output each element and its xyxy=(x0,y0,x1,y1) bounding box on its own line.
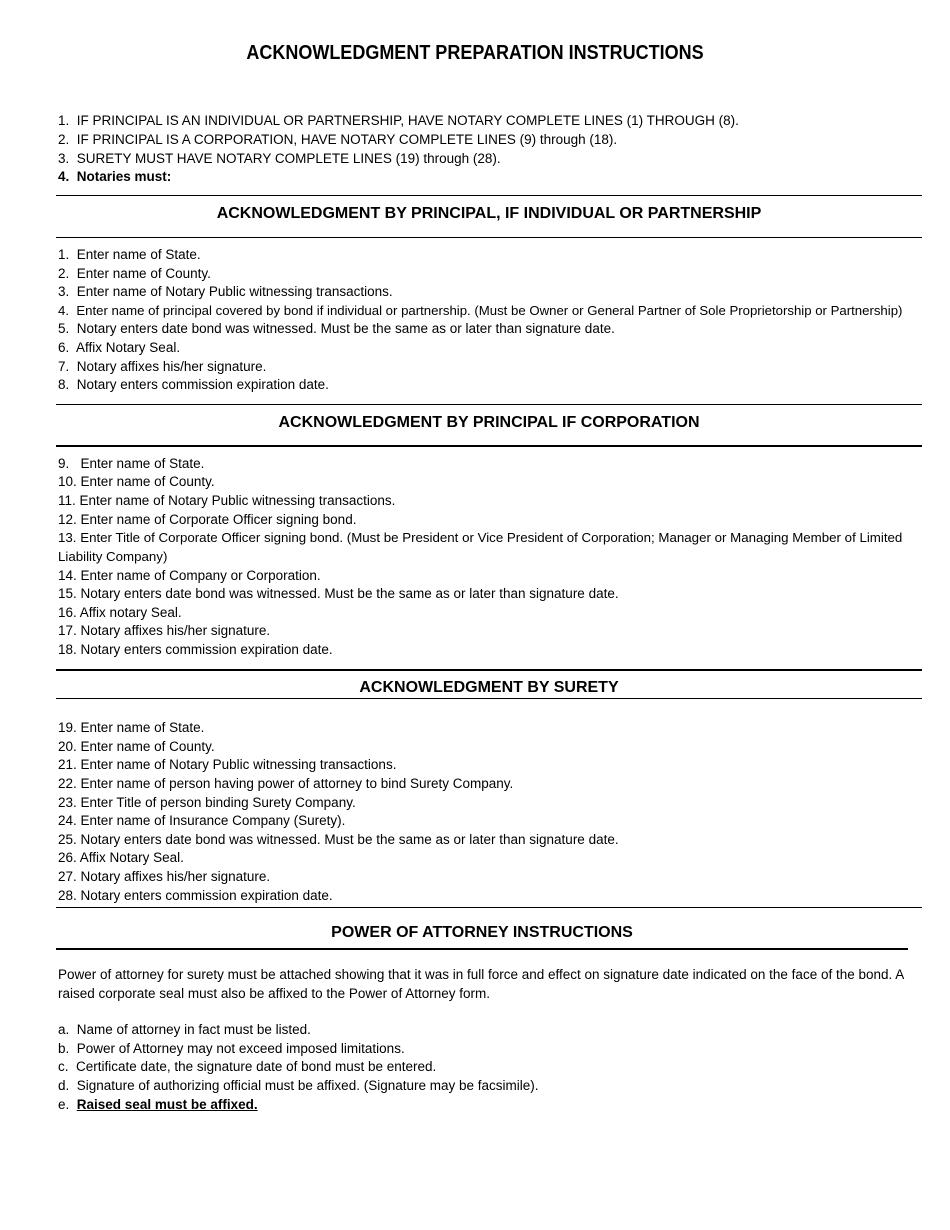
list-item-text: Certificate date, the signature date of bond must be entered. xyxy=(76,1059,437,1074)
list-item xyxy=(58,265,211,284)
list-item xyxy=(58,283,393,302)
list-item-text: Notary enters date bond was witnessed. Must be the same as or later than signature date. xyxy=(76,321,615,336)
list-item-text: Enter Title of Corporate Officer signing bond. (Must be President or Vice President of Corporation; Manager or Managing Member of Limited Liability Company) xyxy=(58,530,903,564)
list-item-letter: c. xyxy=(58,1059,69,1074)
list-item-number: 19. xyxy=(58,720,77,735)
list-item-number: 9. xyxy=(58,456,70,471)
list-item-text: Notary enters date bond was witnessed. Must be the same as or later than signature date. xyxy=(80,586,619,601)
list-item-text: Enter name of Insurance Company (Surety). xyxy=(80,813,346,828)
list-item-text: Enter name of principal covered by bond if individual or partnership. (Must be Owner or General Partner of Sole Proprietorship or Partnership) xyxy=(76,303,903,318)
list-item-text: Enter Title of person binding Surety Company. xyxy=(80,795,356,810)
list-item-letter: d. xyxy=(58,1078,70,1093)
list-item-number: 23. xyxy=(58,795,77,810)
list-item xyxy=(58,1077,539,1096)
list-item xyxy=(58,622,270,641)
list-item-text: Enter name of Corporate Officer signing bond. xyxy=(80,512,357,527)
section-divider xyxy=(56,669,922,671)
list-item xyxy=(58,358,266,377)
list-item xyxy=(58,302,902,321)
list-item-number: 8. xyxy=(58,377,70,392)
section-divider xyxy=(56,404,922,405)
list-item-text: Signature of authorizing official must be affixed. (Signature may be facsimile). xyxy=(76,1078,539,1093)
intro-item-number: 3. xyxy=(58,151,70,166)
list-item-number: 11. xyxy=(58,493,76,508)
list-item xyxy=(58,567,321,586)
list-item-text: Name of attorney in fact must be listed. xyxy=(76,1022,311,1037)
section-divider xyxy=(56,237,922,238)
list-item-number: 27. xyxy=(58,869,77,884)
list-item-text: Enter name of Company or Corporation. xyxy=(80,568,321,583)
list-item xyxy=(58,849,184,868)
list-item xyxy=(58,511,356,530)
section-title-surety: ACKNOWLEDGMENT BY SURETY xyxy=(359,679,619,696)
intro-item-number: 2. xyxy=(58,132,70,147)
list-item xyxy=(58,812,345,831)
list-item xyxy=(58,376,329,395)
list-item-text: Notary enters commission expiration date. xyxy=(76,377,329,392)
list-item-text: Enter name of Notary Public witnessing transactions. xyxy=(76,284,393,299)
list-item-text: Enter name of County. xyxy=(80,474,215,489)
list-item-text: Enter name of State. xyxy=(80,456,205,471)
list-item xyxy=(58,585,619,604)
section-divider xyxy=(56,948,908,950)
list-item-letter: b. xyxy=(58,1041,70,1056)
list-item xyxy=(58,641,333,660)
list-item-text: Power of Attorney may not exceed imposed limitations. xyxy=(76,1041,405,1056)
list-item xyxy=(58,831,619,850)
list-item xyxy=(58,738,215,757)
list-item-text: Notary enters commission expiration date. xyxy=(80,642,333,657)
list-item xyxy=(58,455,204,474)
list-item-number: 7. xyxy=(58,359,70,374)
list-item-number: 15. xyxy=(58,586,77,601)
list-item xyxy=(58,246,201,265)
list-item-letter: e. xyxy=(58,1097,70,1112)
list-item xyxy=(58,529,918,566)
list-item-text: Raised seal must be affixed. xyxy=(76,1097,258,1112)
list-item-number: 12. xyxy=(58,512,77,527)
list-item-number: 17. xyxy=(58,623,77,638)
list-item-text: Notary enters date bond was witnessed. Must be the same as or later than signature date. xyxy=(80,832,619,847)
list-item-text: Affix notary Seal. xyxy=(79,605,182,620)
list-item-number: 24. xyxy=(58,813,77,828)
list-item-number: 26. xyxy=(58,850,77,865)
list-item xyxy=(58,719,204,738)
list-item-number: 13. xyxy=(58,530,77,545)
list-item-number: 6. xyxy=(58,340,70,355)
page-title: ACKNOWLEDGMENT PREPARATION INSTRUCTIONS xyxy=(246,42,704,64)
list-item-number: 22. xyxy=(58,776,77,791)
intro-item xyxy=(58,112,739,131)
list-item-text: Affix Notary Seal. xyxy=(79,850,184,865)
list-item-letter: a. xyxy=(58,1022,70,1037)
list-item-text: Notary affixes his/her signature. xyxy=(80,623,271,638)
list-item-text: Enter name of Notary Public witnessing transactions. xyxy=(80,757,397,772)
list-item xyxy=(58,1021,311,1040)
list-item-text: Enter name of person having power of attorney to bind Surety Company. xyxy=(80,776,514,791)
list-item-number: 5. xyxy=(58,321,70,336)
section-title-corporation: ACKNOWLEDGMENT BY PRINCIPAL IF CORPORATION xyxy=(278,414,700,431)
list-item xyxy=(58,868,270,887)
section-divider xyxy=(56,698,922,699)
list-item-number: 2. xyxy=(58,266,70,281)
section-title-power-of-attorney: POWER OF ATTORNEY INSTRUCTIONS xyxy=(331,924,633,941)
intro-item xyxy=(58,131,617,150)
list-item xyxy=(58,756,396,775)
list-item-text: Enter name of County. xyxy=(76,266,211,281)
intro-item xyxy=(58,168,171,187)
list-item xyxy=(58,473,215,492)
section-divider xyxy=(56,195,922,196)
intro-item-text: Notaries must: xyxy=(76,169,172,184)
list-item xyxy=(58,492,395,511)
list-item xyxy=(58,1096,258,1115)
intro-item-number: 4. xyxy=(58,169,70,184)
list-item xyxy=(58,1058,436,1077)
list-item xyxy=(58,887,333,906)
list-item-number: 18. xyxy=(58,642,77,657)
intro-item xyxy=(58,150,501,169)
list-item-text: Affix Notary Seal. xyxy=(76,340,181,355)
list-item-text: Enter name of State. xyxy=(76,247,201,262)
section-divider xyxy=(56,907,922,908)
list-item xyxy=(58,339,180,358)
list-item xyxy=(58,1040,405,1059)
list-item-text: Enter name of County. xyxy=(80,739,215,754)
list-item-number: 1. xyxy=(58,247,70,262)
list-item-number: 28. xyxy=(58,888,77,903)
list-item-text: Notary affixes his/her signature. xyxy=(76,359,267,374)
list-item-text: Enter name of State. xyxy=(80,720,205,735)
list-item-number: 20. xyxy=(58,739,77,754)
list-item-number: 25. xyxy=(58,832,77,847)
list-item-number: 10. xyxy=(58,474,77,489)
intro-item-text: SURETY MUST HAVE NOTARY COMPLETE LINES (19) through (28). xyxy=(76,151,501,166)
list-item xyxy=(58,604,182,623)
section-title-individual: ACKNOWLEDGMENT BY PRINCIPAL, IF INDIVIDUAL OR PARTNERSHIP xyxy=(216,205,762,222)
list-item-number: 16. xyxy=(58,605,77,620)
list-item-number: 3. xyxy=(58,284,70,299)
section-divider xyxy=(56,445,922,447)
list-item xyxy=(58,320,615,339)
list-item xyxy=(58,794,356,813)
list-item-text: Notary enters commission expiration date. xyxy=(80,888,333,903)
intro-item-text: IF PRINCIPAL IS AN INDIVIDUAL OR PARTNERSHIP, HAVE NOTARY COMPLETE LINES (1) THROUGH (8). xyxy=(76,113,739,128)
intro-item-number: 1. xyxy=(58,113,70,128)
list-item-text: Notary affixes his/her signature. xyxy=(80,869,271,884)
power-of-attorney-paragraph: Power of attorney for surety must be attached showing that it was in full force and effect on signature date indicated on the face of the bond. A raised corporate seal must also be affixed to the Power of Attorney form. xyxy=(58,967,904,1001)
list-item-number: 21. xyxy=(58,757,77,772)
list-item-text: Enter name of Notary Public witnessing transactions. xyxy=(79,493,396,508)
list-item-number: 4. xyxy=(58,303,69,318)
list-item xyxy=(58,775,513,794)
list-item-number: 14. xyxy=(58,568,77,583)
intro-item-text: IF PRINCIPAL IS A CORPORATION, HAVE NOTARY COMPLETE LINES (9) through (18). xyxy=(76,132,618,147)
